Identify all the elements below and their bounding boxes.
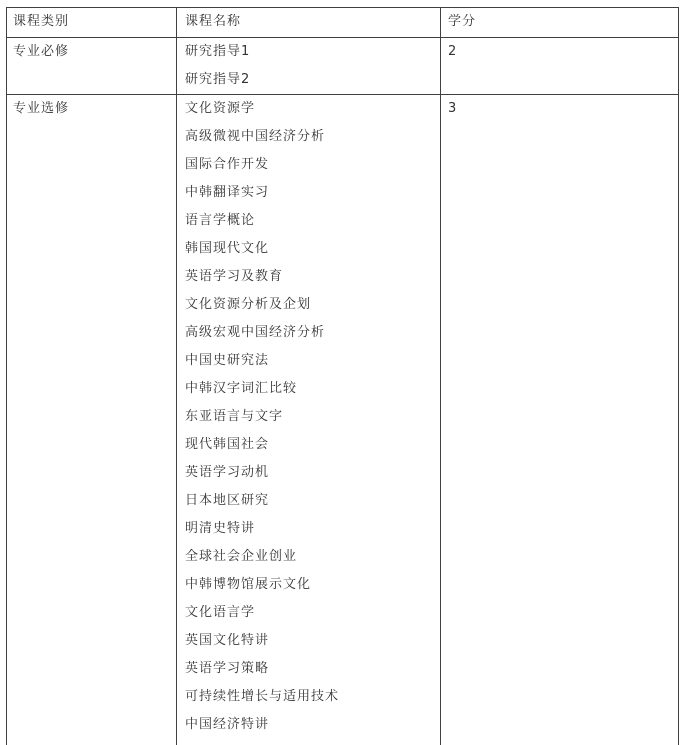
list-item: 文化语言学	[185, 605, 256, 620]
list-item: 中国经济特讲	[185, 717, 270, 732]
table-group-divider	[6, 94, 679, 95]
list-item: 可持续性增长与适用技术	[185, 689, 340, 704]
header-credits: 学分	[448, 14, 477, 29]
elective-course-list	[185, 101, 339, 745]
header-category: 课程类别	[13, 14, 70, 29]
table-border-right	[678, 7, 679, 745]
list-item: 东亚语言与文字	[185, 409, 284, 424]
list-item: 高级宏观中国经济分析	[185, 325, 326, 340]
table-border-top	[6, 7, 679, 8]
table-border-col2	[440, 7, 441, 745]
credits-elective: 3	[448, 101, 458, 116]
table-border-left	[6, 7, 7, 745]
list-item: 英语学习及教育	[185, 269, 284, 284]
list-item: 英国文化特讲	[185, 633, 270, 648]
list-item: 现代韩国社会	[185, 437, 270, 452]
list-item: 英语学习动机	[185, 465, 270, 480]
list-item: 全球社会企业创业	[185, 549, 298, 564]
category-required: 专业必修	[13, 44, 70, 59]
list-item: 明清史特讲	[185, 521, 256, 536]
list-item: 英语学习策略	[185, 661, 270, 676]
list-item: 国际合作开发	[185, 157, 270, 172]
list-item: 文化资源学	[185, 101, 256, 116]
list-item: 韩国现代文化	[185, 241, 270, 256]
credits-required: 2	[448, 44, 458, 59]
list-item: 研究指导2	[185, 72, 251, 87]
list-item: 研究指导1	[185, 44, 251, 59]
list-item: 中韩翻译实习	[185, 185, 270, 200]
required-course-list	[185, 44, 250, 100]
list-item: 中国史研究法	[185, 353, 270, 368]
list-item: 中韩汉字词汇比较	[185, 381, 298, 396]
list-item: 文化资源分析及企划	[185, 297, 312, 312]
header-course-name: 课程名称	[185, 14, 242, 29]
list-item: 中韩博物馆展示文化	[185, 577, 312, 592]
list-item: 日本地区研究	[185, 493, 270, 508]
list-item: 高级微视中国经济分析	[185, 129, 326, 144]
table-header-divider	[6, 37, 679, 38]
list-item: 语言学概论	[185, 213, 256, 228]
category-elective: 专业选修	[13, 101, 70, 116]
table-border-col1	[176, 7, 177, 745]
